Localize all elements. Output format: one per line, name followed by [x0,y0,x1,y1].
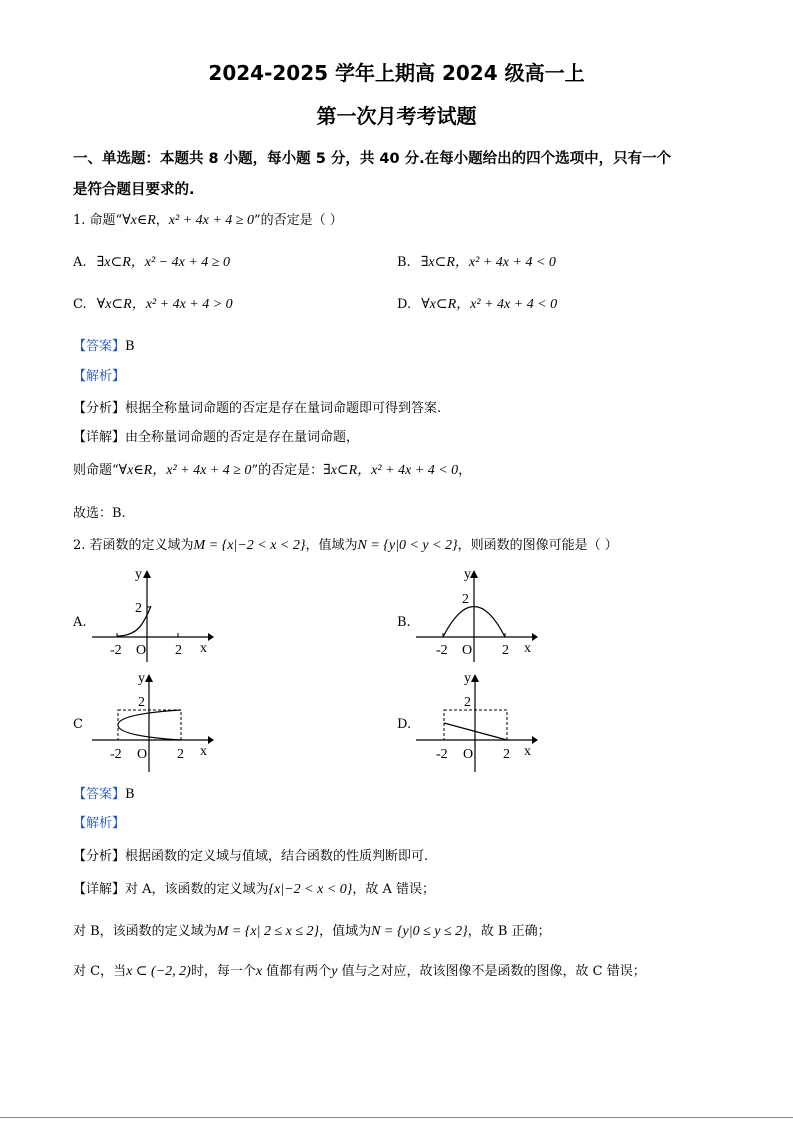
q1-conclusion-a: 则命题“ [73,463,119,478]
q1-option-c[interactable] [73,296,233,314]
q1-conclusion-b: ”的否定是： [251,463,324,478]
q2-detail-a [73,881,435,899]
q2-a-text: 对 A，该函数的定义域为 [125,882,269,897]
q1-prefix: 1. 命题“ [73,213,123,228]
q1-xiangjie-tag: 【详解】 [73,430,126,445]
q2-a-end: ，故 A 错误； [352,882,436,897]
q1-option-d[interactable] [397,296,557,314]
pos2-label: 2 [177,747,184,762]
title-line-1: 2024-2025 学年上期高 2024 级高一上 [208,61,585,85]
y-label: y [464,671,471,686]
q2-graph-b [412,566,542,666]
x-axis-arrow [532,633,538,641]
q2-answer-value: B [125,787,135,802]
q1-choose: 故选：B. [73,506,126,521]
q1-option-b-label: B. [397,255,411,270]
q2-option-a-label[interactable]: A. [73,615,87,630]
y-axis-arrow [470,570,478,578]
neg2-label: -2 [110,747,122,762]
q2-range: N = {y|0 < y < 2} [357,538,458,553]
section-heading-line-2: 是符合题目要求的. [73,182,195,198]
q2-detail-b [73,923,551,941]
q1-fenxi-tag: 【分析】 [73,401,126,416]
q2-option-c-label[interactable]: C [73,717,83,732]
q2-b-math2: N = {y|0 ≤ y ≤ 2} [371,924,468,939]
q2-detail-c [73,963,646,981]
y-label: y [138,671,145,686]
q1-suffix: ”的否定是（ ） [253,213,343,228]
pos2-label: 2 [175,643,182,658]
origin-label: O [463,747,474,762]
q2-b-math1: M = {x| 2 ≤ x ≤ 2} [216,924,320,939]
neg2-label: -2 [436,747,448,762]
q1-xiangjie-text: 由全称量词命题的否定是存在量词命题， [125,430,360,445]
question-2-stem [73,537,618,555]
q2-b-text: 对 B，该函数的定义域为 [73,924,217,939]
q2-graph-a [88,566,218,666]
q2-answer-tag: 【答案】 [73,787,126,802]
q2-option-d-label[interactable]: D. [397,717,412,732]
q2-prefix: 2. 若函数的定义域为 [73,538,194,553]
y-tick-label: 2 [462,592,469,607]
q2-b-mid: ，值域为 [319,924,372,939]
q2-c-mid1: 时，每一个 [190,964,256,979]
y-axis-arrow [471,674,479,682]
q2-c-text: 对 C，当 [73,964,127,979]
q1-quantifier: ∀x∈R [122,213,156,228]
q1-expression: x² + 4x + 4 ≥ 0 [168,213,254,228]
y-axis-arrow [145,674,153,682]
q1-option-d-text: ∀x⊂R，x² + 4x + 4 < 0 [421,297,558,312]
q2-fenxi-tag: 【分析】 [73,849,126,864]
curve-a [117,606,151,636]
origin-label: O [137,747,148,762]
q1-conclusion-end: ， [458,463,472,478]
y-tick-label: 2 [464,695,471,710]
q2-mid: ，值域为 [305,538,358,553]
section-heading-line-1: 一、单选题：本题共 8 小题，每小题 5 分，共 40 分.在每小题给出的四个选项中，只有一个 [73,151,672,167]
x-axis-arrow [208,633,214,641]
q1-answer [73,338,135,356]
q1-conclusion-q: ∀x∈R，x² + 4x + 4 ≥ 0 [118,463,252,478]
q2-xiangjie-tag: 【详解】 [73,882,126,897]
q1-option-c-label: C. [73,297,87,312]
q2-option-b-label[interactable]: B. [397,615,411,630]
x-label: x [524,744,531,759]
q1-conclusion-neg: ∃x⊂R，x² + 4x + 4 < 0 [323,463,459,478]
q2-graph-d [412,668,542,774]
q1-option-a[interactable] [73,254,230,272]
q2-graph-c [88,668,218,774]
title-line-2: 第一次月考考试题 [316,104,477,128]
q2-c-y: y [331,964,338,979]
y-axis-arrow [143,570,151,578]
origin-label: O [462,643,473,658]
x-label: x [200,744,207,759]
y-label: y [464,567,471,582]
q1-option-a-label: A. [73,255,87,270]
q1-analysis-tag: 【解析】 [73,369,126,384]
q2-c-end: 值与之对应，故该图像不是函数的图像，故 C 错误； [337,964,646,979]
q2-fenxi-text: 根据函数的定义域与值域，结合函数的性质判断即可. [125,849,429,864]
y-label: y [135,567,142,582]
q1-option-b[interactable] [397,254,556,272]
origin-label: O [136,643,147,658]
pos2-label: 2 [503,747,510,762]
question-1-stem [73,212,343,230]
q2-analysis-tag: 【解析】 [73,816,126,831]
q1-option-a-text: ∃x⊂R，x² − 4x + 4 ≥ 0 [96,255,230,270]
q2-b-end: ，故 B 正确； [467,924,551,939]
q1-answer-tag: 【答案】 [73,339,126,354]
q1-answer-value: B [125,339,135,354]
q1-option-c-text: ∀x⊂R，x² + 4x + 4 > 0 [96,297,233,312]
q2-fenxi [73,848,428,866]
y-tick-label: 2 [135,601,142,616]
q1-option-b-text: ∃x⊂R，x² + 4x + 4 < 0 [420,255,556,270]
q1-xiangjie [73,429,359,447]
neg2-label: -2 [436,643,448,658]
neg2-label: -2 [110,643,122,658]
x-axis-arrow [208,736,214,744]
q2-domain: M = {x|−2 < x < 2} [193,538,306,553]
q1-fenxi [73,400,441,418]
q2-c-mid2: 值都有两个 [262,964,332,979]
q2-a-math: {x|−2 < x < 0} [268,882,353,897]
q2-c-x: x [255,964,263,979]
q1-fenxi-text: 根据全称量词命题的否定是存在量词命题即可得到答案. [125,401,442,416]
x-label: x [200,641,207,656]
q2-answer [73,786,135,804]
q1-sep: ， [155,213,169,228]
x-axis-arrow [532,736,538,744]
q2-c-math: x ⊂ (−2, 2) [126,964,191,979]
y-tick-label: 2 [138,695,145,710]
q2-suffix: ，则函数的图像可能是（ ） [457,538,618,553]
q1-conclusion [73,462,471,480]
pos2-label: 2 [502,643,509,658]
x-label: x [524,641,531,656]
q1-option-d-label: D. [397,297,412,312]
bottom-divider [0,1117,793,1118]
